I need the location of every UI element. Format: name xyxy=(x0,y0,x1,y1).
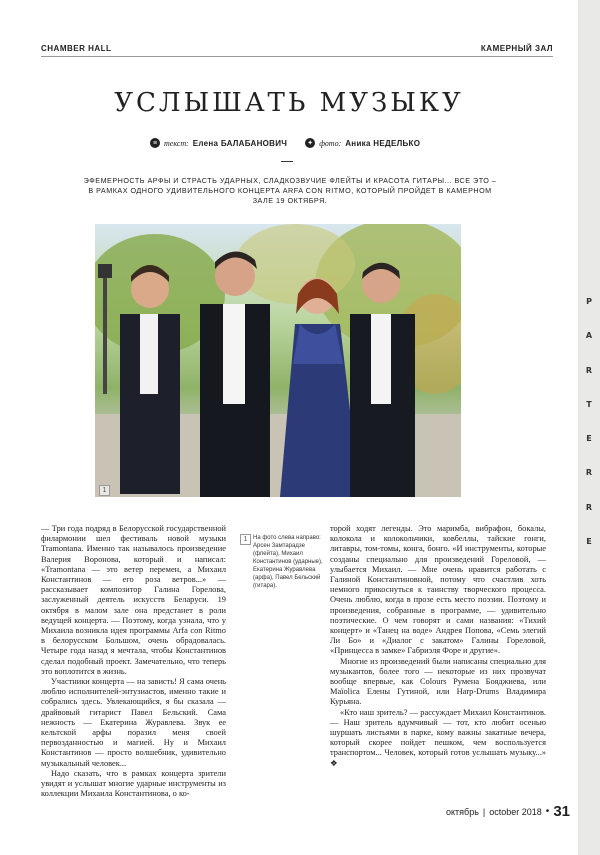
paragraph: «Кто наш зритель? — рассуждает Михаил Константинов. — Наш зритель вдумчивый — тот, кто любит осенью шуршать листьями в парке, кому важны закатные вечера, который скорее пойдет пешком, чем воспользуется транспортом... Человек, который готов услышать музыку...» ❖ xyxy=(330,707,546,768)
photo-credit-label: фото: xyxy=(319,138,342,148)
text-credit-icon: ≡ xyxy=(150,138,160,148)
sidebar-letter: E xyxy=(586,434,592,443)
article-lead: ЭФЕМЕРНОСТЬ АРФЫ И СТРАСТЬ УДАРНЫХ, СЛАДКОЗВУЧИЕ ФЛЕЙТЫ И КРАСОТА ГИТАРЫ... ВСЕ ЭТО – В РАМКАХ ОДНОГО УДИВИТЕЛЬНОГО КОНЦЕРТА ARFA CON RITMO, КОТОРЫЙ ПРОЙДЕТ В КАМЕРНОМ ЗАЛЕ 19 ОКТЯБРЯ. xyxy=(83,176,497,205)
sidebar-letter: R xyxy=(585,503,593,512)
group-photo xyxy=(95,224,461,497)
footer-month: октябрь xyxy=(446,806,479,817)
photo-number: 1 xyxy=(99,485,110,496)
footer-dot-icon: • xyxy=(545,806,550,817)
footer-month-en: october 2018 xyxy=(489,806,542,817)
sidebar-letter: R xyxy=(585,468,593,477)
photo-credit-name: Аника НЕДЕЛЬКО xyxy=(345,138,421,148)
lead-divider xyxy=(281,161,293,162)
section-header-right: КАМЕРНЫЙ ЗАЛ xyxy=(480,44,553,53)
footer-separator: | xyxy=(482,806,486,817)
sidebar-letter: P xyxy=(586,297,592,306)
text-credit-name: Елена БАЛАБАНОВИЧ xyxy=(192,138,288,148)
page-footer xyxy=(446,803,570,820)
page-number: 31 xyxy=(553,803,570,820)
paragraph: — Три года подряд в Белорусской государственной филармонии шел фестиваль новой музыки Tramontana. Именно так называлось произведение Валерия Воронова, который и написал: «Tramontana — это ветер перемен, а Михаил Константинов — его роза ветров...» — рассказывает композитор Галина Горелова, заслуженный деятель искусств Беларуси. 19 октября в малом зале она предстанет в роли ведущей концерта. — Поэтому, когда узнала, что у Михаила возникла идея программы Arfa con Ritmo в белорусском Большом, очень обрадовалась. Четыре года назад я мечтала, чтобы Константинов сделал подобный проект. Замечательно, что теперь это воплотится в жизнь. xyxy=(41,524,226,676)
paragraph: торой ходят легенды. Это маримба, вибрафон, бокалы, колокола и колокольчики, ковбеллы, тайские гонги, литавры, том-томы, конга, бонго. «И инструменты, которые созданы специально для произведений Гореловой, — улыбается Михаил. — Мне очень нравится работать с Галиной Константиновной, потому что счастлив хоть немного прикоснуться к таинству творческого процесса. Очень люблю, когда в прозе есть место поэзии. Поэтому и произведения, собранные в программе, — удивительно поэтические. О чем говорят и сами названия: «Тихий концерт» и «Танец на воде» Андрея Попова, «Семь элегий Ли Бо» и «Диалог с закатом» Галины Гореловой, «Принцесса в замке» Габриэля Форе и другие». xyxy=(330,524,546,656)
caption-number: 1 xyxy=(240,534,251,545)
sidebar-letter: E xyxy=(586,537,592,546)
section-sidebar xyxy=(578,0,600,855)
paragraph: Многие из произведений были написаны специально для музыкантов, более того — некоторые из них прозвучат вообще впервые, как Colours Румена Бояджиева, или Maïolica Елены Гутиной, или Harp-Drums Владимира Курьяна. xyxy=(330,656,546,707)
sidebar-letter: T xyxy=(586,400,592,409)
group-photo-illustration xyxy=(95,224,461,497)
text-credit-label: текст: xyxy=(164,138,189,148)
camera-icon: ✦ xyxy=(305,138,315,148)
section-header-left: CHAMBER HALL xyxy=(41,44,112,53)
credits xyxy=(150,138,420,148)
sidebar-letter: R xyxy=(585,366,593,375)
photo-caption: На фото слева направо: Арсен Замтарадзе (флейта), Михаил Константинов (ударные), Екатерина Журавлева (арфа), Павел Бельский (гитара). xyxy=(253,535,323,589)
article-column-2 xyxy=(330,524,546,769)
article-column-1 xyxy=(41,524,226,799)
header-divider xyxy=(41,56,553,57)
paragraph: Надо сказать, что в рамках концерта зрители увидят и услышат многие ударные инструменты из коллекции Михаила Константинова, о ко- xyxy=(41,768,226,799)
sidebar-letter: A xyxy=(585,331,593,340)
paragraph: Участники концерта — на зависть! Я сама очень люблю исполнителей-энтузиастов, именно такие и собрались здесь. Увлекающийся, я бы сказала — драйвовый гитарист Павел Бельский. Сама нежность — Екатерина Журавлева. Звук ее кельтской арфы поразил меня своей первозданностью и магией. Ну и Михаил Константинов — просто волшебник, удивительно музыкальный человек... xyxy=(41,677,226,768)
article-title: УСЛЫШАТЬ МУЗЫКУ xyxy=(114,88,464,118)
